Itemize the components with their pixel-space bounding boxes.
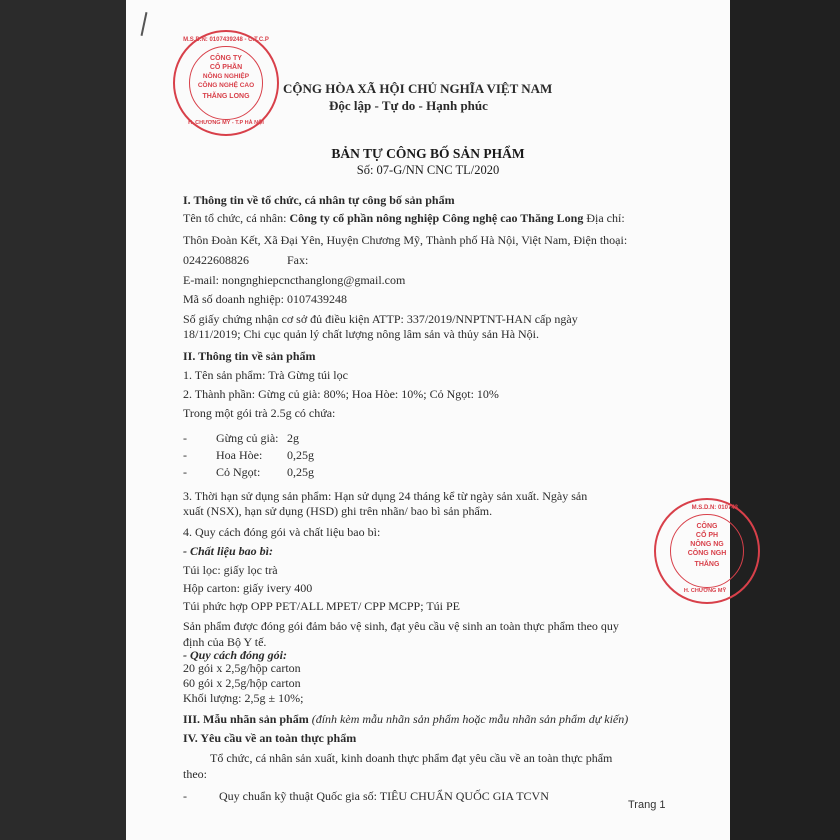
email-line: E-mail: nongnghiepcncthanglong@gmail.com [183,273,406,287]
stamp-line: CÔNG TY [210,55,242,62]
material-line-2: Hộp carton: giấy ivery 400 [183,581,313,595]
shelf-life-line-2: xuất (NSX), hạn sử dụng (HSD) ghi trên nhãn/ bao bì sản phẩm. [183,504,493,518]
standard-line: Quy chuẩn kỹ thuật Quốc gia số: TIÊU CHUẨN QUỐC GIA TCVN [219,789,549,803]
stamp-ring-top: M.S.D.N: 010743 [691,505,738,511]
ingredient-amount: 0,25g [287,465,314,479]
ingredients-line: 2. Thành phần: Gừng củ già: 80%; Hoa Hòe: 10%; Cỏ Ngọt: 10% [183,387,499,401]
hygiene-line-2: định của Bộ Y tế. [183,635,267,649]
product-name-line: 1. Tên sản phẩm: Trà Gừng túi lọc [183,368,348,382]
address-line: Thôn Đoàn Kết, Xã Đại Yên, Huyện Chương Mỹ, Thành phố Hà Nội, Việt Nam, Điện thoại: [183,233,628,247]
country-header: CỘNG HÒA XÃ HỘI CHỦ NGHĨA VIỆT NAM [283,81,553,96]
ingredient-amount: 2g [287,431,299,445]
material-line-1: Túi lọc: giấy lọc trà [183,563,278,577]
company-stamp-right [654,498,760,604]
certificate-line-1: Số giấy chứng nhận cơ sở đủ điều kiện ATTP: 337/2019/NNPTNT-HAN cấp ngày [183,312,578,326]
spec-heading: - Quy cách đóng gói: [183,648,287,662]
phone-line [183,253,308,267]
section-4-heading: IV. Yêu cầu về an toàn thực phẩm [183,731,357,745]
ingredient-dash: - [183,431,187,445]
org-label: Tên tổ chức, cá nhân: [183,211,290,225]
section-1-heading: I. Thông tin về tổ chức, cá nhân tự công bố sản phẩm [183,193,455,207]
stamp-line: CÔNG NGH [687,550,727,557]
spec-line-1: 20 gói x 2,5g/hộp carton [183,661,301,675]
business-code-line: Mã số doanh nghiệp: 0107439248 [183,292,347,306]
ingredient-name: Gừng củ già: [216,431,279,445]
stamp-line: CỔ PHẦN [209,64,243,71]
document-title: BẢN TỰ CÔNG BỐ SẢN PHẨM [331,146,525,161]
document-page [126,0,738,840]
ingredient-name: Hoa Hòe: [216,448,263,462]
ingredient-name: Cỏ Ngọt: [216,465,261,479]
certificate-line-2: 18/11/2019; Chi cục quản lý chất lượng nông lâm sản và thủy sản Hà Nội. [183,327,540,341]
weight-line: Khối lượng: 2,5g ± 10%; [183,691,304,705]
stamp-line: NÔNG NG [690,541,724,548]
motto-header: Độc lập - Tự do - Hạnh phúc [329,98,488,113]
packing-line: 4. Quy cách đóng gói và chất liệu bao bì: [183,525,381,539]
standard-dash: - [183,789,187,803]
material-line-3: Túi phức hợp OPP PET/ALL MPET/ CPP MCPP; Túi PE [183,599,461,613]
stamp-line: CÔNG NGHỆ CAO [197,82,255,89]
ingredient-dash: - [183,448,187,462]
stamp-line: THĂNG [694,561,720,568]
phone-number: 02422608826 [183,253,249,267]
stamp-line: NÔNG NGHIỆP [202,73,250,80]
stamp-ring-bottom: H. CHƯƠNG MỸ - T.P HÀ NỘI [188,120,264,126]
per-pack-line: Trong một gói trà 2.5g có chứa: [183,406,336,420]
stamp-line: THĂNG LONG [202,93,250,100]
pen-mark [141,12,148,36]
section-2-heading: II. Thông tin về sản phẩm [183,349,316,363]
company-stamp-top [173,30,279,136]
material-heading: - Chất liệu bao bì: [183,544,274,558]
address-label: Địa chỉ: [583,211,625,225]
org-line [183,211,625,225]
stamp-ring-bottom: H. CHƯƠNG MỸ [683,588,727,594]
hygiene-line-1: Sản phẩm được đóng gói đảm bảo vệ sinh, đạt yêu cầu vệ sinh an toàn thực phẩm theo quy [183,619,619,633]
ingredient-amount: 0,25g [287,448,314,462]
stamp-line: CỔ PH [695,532,719,539]
spec-line-2: 60 gói x 2,5g/hộp carton [183,676,301,690]
section-3-heading: III. Mẫu nhãn sản phẩm [183,712,309,726]
page-number: Trang 1 [628,799,666,811]
safety-para-2: theo: [183,767,207,781]
stamp-ring-top: M.S.D.N: 0107439248 - C.T.C.P [183,37,269,43]
document-number: Số: 07-G/NN CNC TL/2020 [356,163,500,177]
org-name: Công ty cổ phần nông nghiệp Công nghệ cao Thăng Long [289,211,584,225]
safety-para-1: Tổ chức, cá nhân sản xuất, kinh doanh thực phẩm đạt yêu cầu về an toàn thực phẩm [210,751,613,765]
scan-right-margin [730,0,840,840]
section-3-note: (đính kèm mẫu nhãn sản phẩm hoặc mẫu nhãn sản phẩm dự kiến) [311,712,629,726]
shelf-life-line-1: 3. Thời hạn sử dụng sản phẩm: Hạn sử dụng 24 tháng kể từ ngày sản xuất. Ngày sản [183,489,588,503]
stamp-line: CÔNG [696,523,718,530]
scan-left-margin [0,0,126,840]
section-3-line [183,712,628,726]
ingredient-dash: - [183,465,187,479]
fax-label: Fax: [287,253,309,267]
